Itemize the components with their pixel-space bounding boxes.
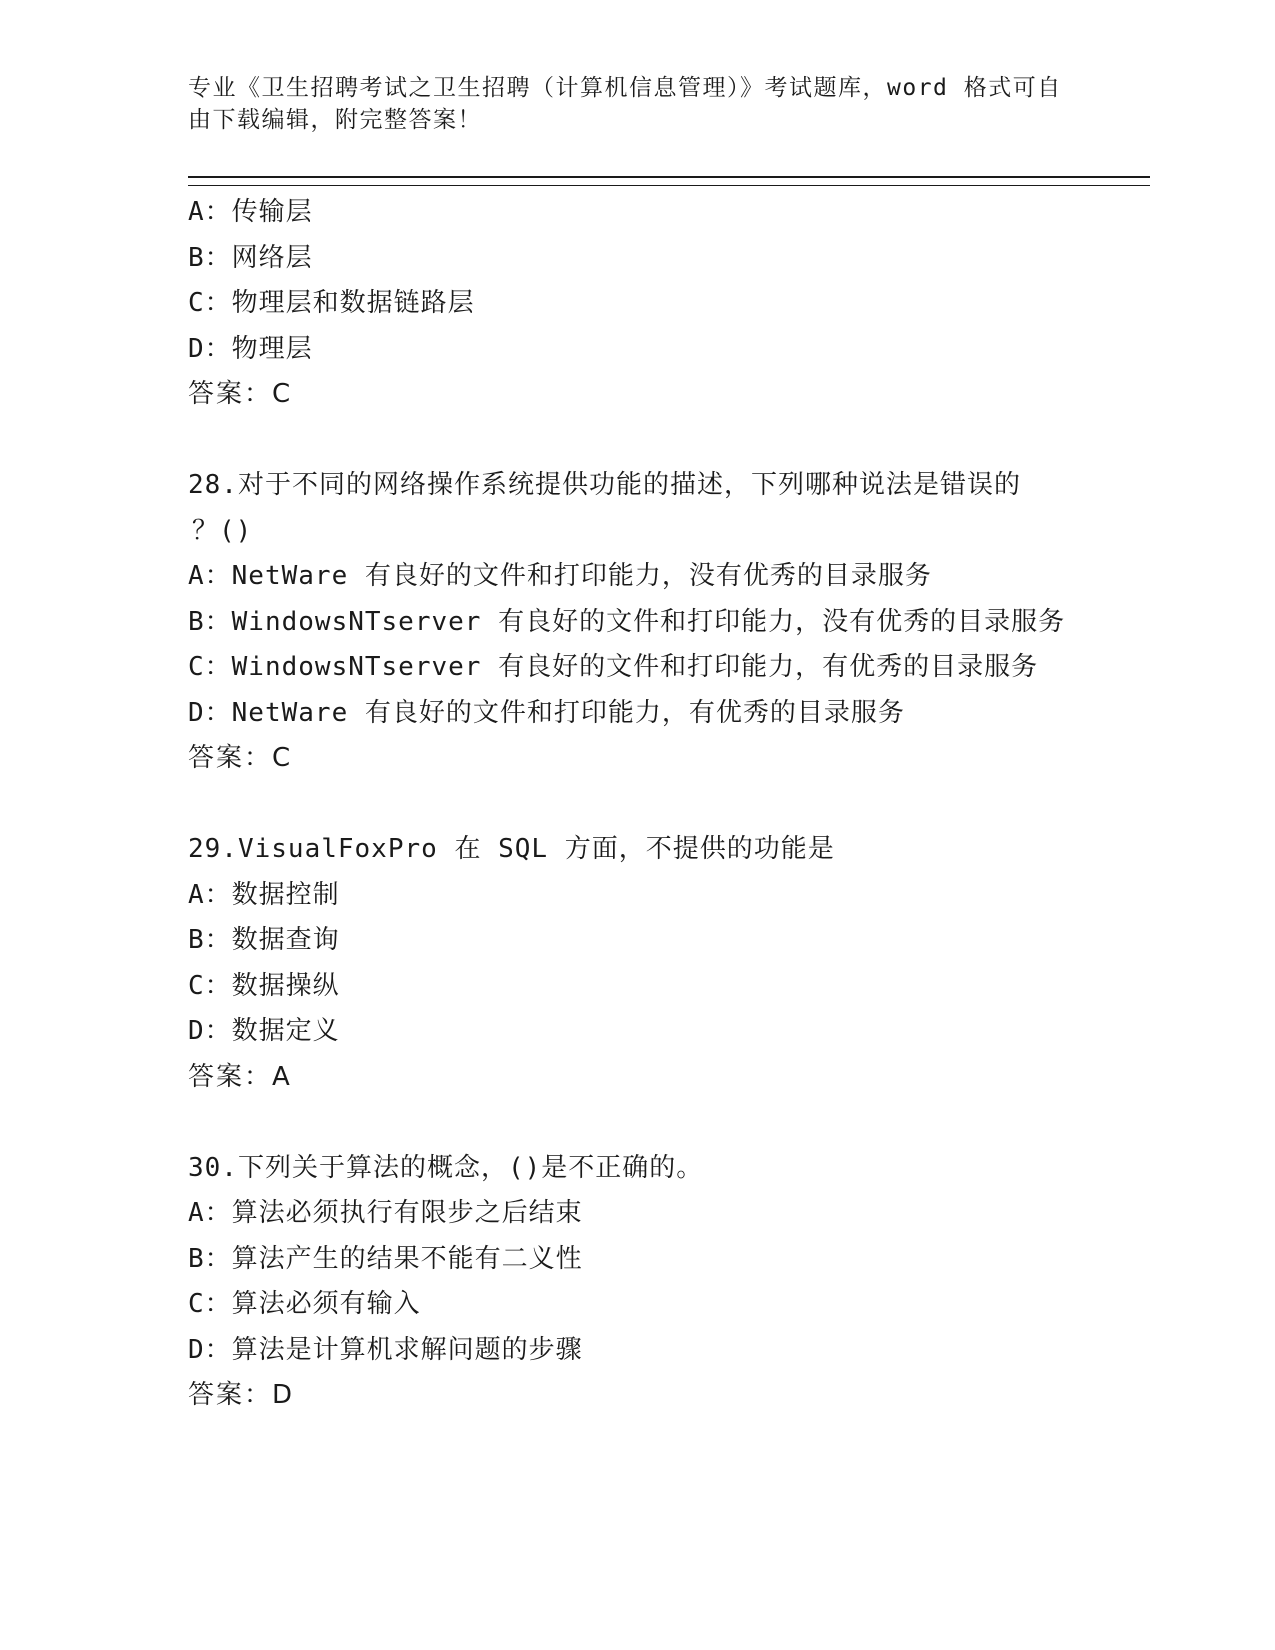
option-b: B：WindowsNTserver 有良好的文件和打印能力，没有优秀的目录服务 (188, 606, 1066, 637)
option-a: A：传输层 (188, 197, 313, 227)
option-c: C：物理层和数据链路层 (188, 288, 475, 318)
option-d: D：NetWare 有良好的文件和打印能力，有优秀的目录服务 (188, 697, 905, 728)
option-d: D：数据定义 (188, 1016, 340, 1046)
option-c: C：WindowsNTserver 有良好的文件和打印能力，有优秀的目录服务 (188, 652, 1039, 682)
header-line-1: 专业《卫生招聘考试之卫生招聘（计算机信息管理）》考试题库，word 格式可自 (188, 75, 1062, 101)
question-29-block (188, 827, 1188, 1100)
option-d: D：物理层 (188, 333, 313, 364)
answer-label: 答案：C (188, 379, 293, 409)
question-stem: 28.对于不同的网络操作系统提供功能的描述，下列哪种说法是错误的 (188, 470, 1021, 500)
question-27-block (188, 190, 1188, 418)
spacer (188, 418, 1188, 464)
spacer (188, 782, 1188, 828)
question-stem-continuation: ？() (192, 515, 253, 546)
option-b: B：算法产生的结果不能有二义性 (188, 1243, 583, 1274)
option-b: B：网络层 (188, 242, 313, 273)
header-line-2: 由下载编辑，附完整答案！ (188, 107, 482, 133)
option-c: C：数据操纵 (188, 970, 340, 1001)
answer-label: 答案：C (188, 743, 293, 773)
option-b: B：数据查询 (188, 925, 340, 955)
option-d: D：算法是计算机求解问题的步骤 (188, 1334, 583, 1365)
option-a: A：算法必须执行有限步之后结束 (188, 1198, 583, 1228)
option-c: C：算法必须有输入 (188, 1289, 421, 1319)
option-a: A：数据控制 (188, 879, 340, 910)
header-divider (188, 176, 1150, 186)
answer-label: 答案：A (188, 1061, 292, 1092)
document-header (188, 72, 1068, 136)
answer-label: 答案：D (188, 1380, 295, 1410)
option-a: A：NetWare 有良好的文件和打印能力，没有优秀的目录服务 (188, 561, 932, 591)
question-stem: 29.VisualFoxPro 在 SQL 方面，不提供的功能是 (188, 834, 835, 864)
question-stem: 30.下列关于算法的概念，()是不正确的。 (188, 1152, 704, 1183)
spacer (188, 1100, 1188, 1146)
question-28-block (188, 463, 1188, 782)
question-list (188, 190, 1188, 1419)
question-30-block (188, 1146, 1188, 1419)
